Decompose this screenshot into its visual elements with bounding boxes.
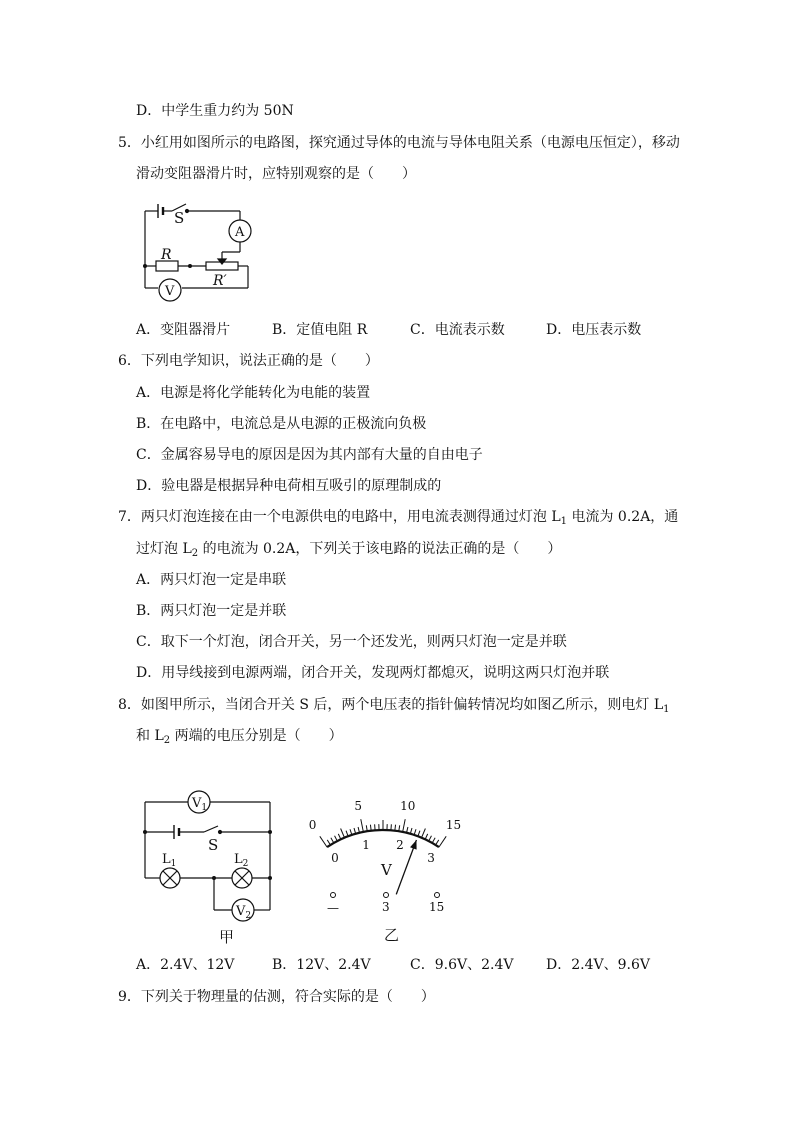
q8-dial-tick (422, 828, 426, 837)
q8-dial-outer-label: 5 (354, 798, 363, 813)
q8-option-b[interactable]: B．12V、2.4V (272, 957, 371, 973)
q8-option-a[interactable]: A．2.4V、12V (136, 957, 235, 973)
q5-stem-line1: 5．小红用如图所示的电路图，探究通过导体的电流与导体电阻关系（电源电压恒定），移动 (118, 135, 680, 151)
q8-dial-outer-label: 0 (308, 818, 317, 833)
q7-option-d[interactable]: D．用导线接到电源两端，闭合开关，发现两灯都熄灭，说明这两只灯泡并联 (136, 665, 610, 681)
q7-stem-line1: 7．两只灯泡连接在由一个电源供电的电路中，用电流表测得通过灯泡 $L_1$ 电流为 0.2A，通 (118, 509, 679, 527)
q8-terminal-15 (435, 893, 440, 898)
q8-dial-inner-label: 3 (427, 851, 435, 866)
q8-dial-tick (439, 836, 446, 847)
q8-option-c[interactable]: C．9.6V、2.4V (410, 957, 514, 973)
q6-option-b[interactable]: B．在电路中，电流总是从电源的正极流向负极 (136, 416, 427, 432)
q5-ammeter-label: A (235, 225, 245, 240)
q5-switch-label: S (174, 209, 185, 227)
q8-dial-pointer-head (410, 840, 417, 850)
q6-option-d[interactable]: D．验电器是根据异种电荷相互吸引的原理制成的 (136, 478, 442, 494)
q5-option-d[interactable]: D．电压表示数 (546, 322, 642, 338)
q8-terminal-minus (331, 893, 336, 898)
q8-stem-line1: 8．如图甲所示，当闭合开关 S 后，两个电压表的指针偏转情况均如图乙所示，则电灯 $L_1$ (118, 697, 670, 715)
q5-rheostat-label: R′ (213, 273, 227, 289)
q5-option-c[interactable]: C．电流表示数 (410, 322, 505, 338)
q8-dial-outer-label: 10 (400, 798, 416, 813)
q6-option-c[interactable]: C．金属容易导电的原因是因为其内部有大量的自由电子 (136, 447, 483, 463)
q7-option-a[interactable]: A．两只灯泡一定是串联 (136, 572, 287, 588)
q8-terminal-15-label: 15 (429, 900, 445, 914)
q8-caption-yi: 乙 (384, 926, 400, 944)
q4-option-d: D．中学生重力约为 50N (136, 103, 294, 119)
q8-dial-unit: V (381, 861, 392, 879)
q8-terminal-minus-label: — (327, 901, 339, 915)
q8-l2-label: $L_2$ (234, 852, 249, 869)
q8-l1-label: $L_1$ (162, 852, 177, 869)
q8-dial-inner-label: 1 (362, 838, 370, 853)
q7-option-b[interactable]: B．两只灯泡一定是并联 (136, 603, 287, 619)
q6-option-a[interactable]: A．电源是将化学能转化为电能的装置 (136, 385, 371, 401)
q8-option-d[interactable]: D．2.4V、9.6V (546, 957, 650, 973)
q8-dial-inner-label: 2 (396, 838, 404, 853)
q9-stem: 9．下列关于物理量的估测，符合实际的是（ ） (118, 989, 435, 1005)
q8-v2-label: $V_2$ (236, 904, 252, 921)
q5-option-b[interactable]: B．定值电阻 R (272, 322, 368, 338)
q8-dial-inner-label: 0 (331, 851, 339, 866)
q8-dial-tick (403, 819, 406, 832)
q8-stem-line2: 和 $L_2$ 两端的电压分别是（ ） (136, 728, 343, 746)
q8-terminal-3 (384, 893, 389, 898)
q8-switch-label: S (208, 836, 219, 854)
q8-caption-jia: 甲 (219, 928, 235, 946)
q5-voltmeter-label: V (165, 284, 175, 299)
q8-dial-outer-label: 15 (445, 818, 462, 833)
q5-option-a[interactable]: A．变阻器滑片 (136, 322, 231, 338)
q5-resistor-label: R (161, 247, 172, 263)
q8-dial-tick (341, 828, 345, 837)
q7-option-c[interactable]: C．取下一个灯泡，闭合开关，另一个还发光，则两只灯泡一定是并联 (136, 634, 567, 650)
q8-v1-label: $V_1$ (192, 796, 208, 813)
q6-stem: 6．下列电学知识，说法正确的是（ ） (118, 353, 379, 369)
q8-dial-tick (320, 836, 327, 847)
q7-stem-line2: 过灯泡 $L_2$ 的电流为 0.2A，下列关于该电路的说法正确的是（ ） (136, 541, 562, 559)
q8-dial-tick (361, 819, 364, 832)
q5-stem-line2: 滑动变阻器滑片时，应特别观察的是（ ） (136, 166, 416, 182)
q8-terminal-3-label: 3 (382, 900, 390, 914)
